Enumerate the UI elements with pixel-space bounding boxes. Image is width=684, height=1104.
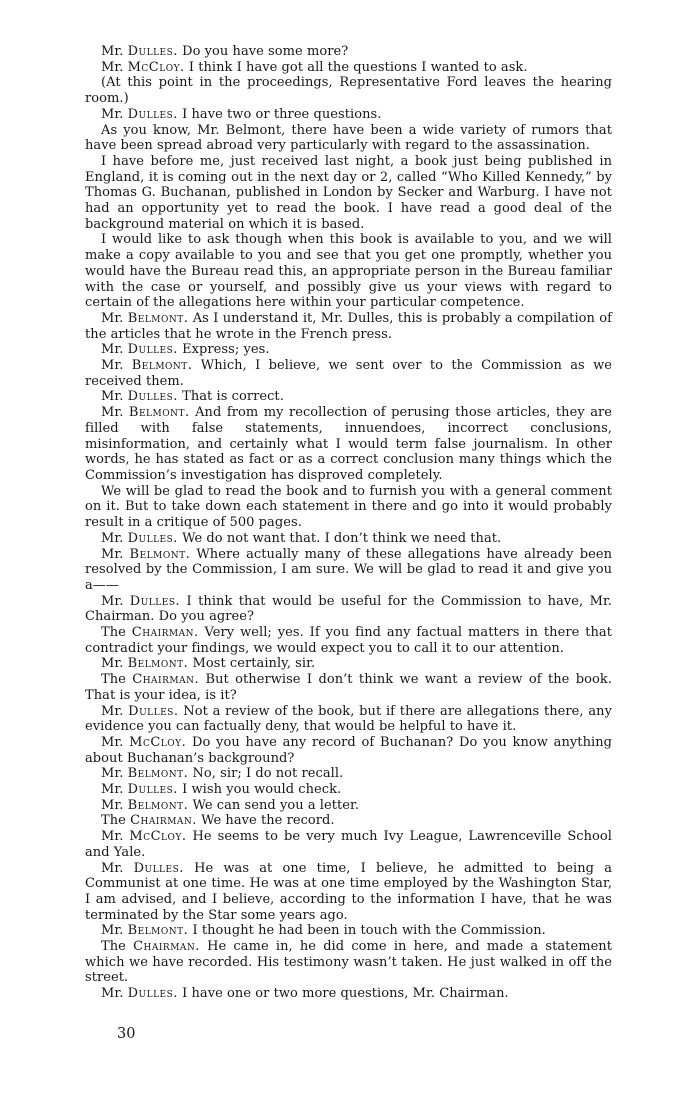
speaker-prefix: Mr. (101, 59, 124, 75)
speaker-prefix: The (101, 625, 126, 641)
transcript-paragraph (85, 672, 612, 703)
transcript-text-block (85, 44, 612, 1002)
transcript-paragraph (85, 342, 612, 358)
speaker-prefix: Mr. (101, 342, 124, 358)
speaker-prefix: Mr. (101, 530, 124, 546)
speaker-prefix: Mr. (101, 389, 124, 405)
paragraph-text: No, sir; I do not recall. (192, 766, 344, 782)
speaker-name: Dulles. (127, 389, 178, 405)
paragraph-text: And from my recollection of perusing those articles, they are filled with false statements, innuendoes, incorrect conclusions, misinformation, and certainly what I would term false journalism. In other words, he has stated as fact or as a correct conclusion many things which the Commission’s investigation has disproved completely. (85, 405, 613, 483)
transcript-paragraph (85, 766, 612, 782)
speaker-name: McCloy. (127, 59, 185, 75)
speaker-name: Dulles. (128, 703, 179, 719)
paragraph-text: Most certainly, sir. (192, 656, 316, 672)
speaker-name: Belmont. (131, 358, 193, 374)
speaker-prefix: Mr. (101, 703, 124, 719)
speaker-prefix: Mr. (101, 656, 124, 672)
paragraph-text: I thought he had been in touch with the Commission. (192, 923, 546, 939)
speaker-name: McCloy. (129, 734, 187, 750)
paragraph-text: Which, I believe, we sent over to the Commission as we received them. (85, 358, 613, 389)
speaker-prefix: Mr. (101, 923, 124, 939)
paragraph-text: We can send you a letter. (192, 797, 360, 813)
speaker-prefix: Mr. (101, 829, 124, 845)
transcript-paragraph (85, 829, 612, 860)
transcript-paragraph (85, 861, 612, 924)
speaker-prefix: Mr. (101, 310, 124, 326)
speaker-name: Chairman. (133, 939, 200, 955)
transcript-paragraph (85, 389, 612, 405)
speaker-name: Belmont. (127, 923, 189, 939)
speaker-prefix: The (101, 813, 126, 829)
paragraph-text: (At this point in the proceedings, Representative Ford leaves the hearing room.) (85, 75, 612, 107)
speaker-prefix: Mr. (101, 358, 124, 374)
transcript-paragraph (85, 44, 612, 60)
speaker-prefix: Mr. (101, 782, 124, 798)
transcript-paragraph (85, 75, 612, 106)
speaker-prefix: Mr. (101, 44, 124, 59)
transcript-paragraph (85, 735, 612, 766)
paragraph-text: We do not want that. I don’t think we need that. (182, 530, 502, 546)
speaker-name: Chairman. (130, 813, 197, 829)
paragraph-text: I wish you would check. (182, 782, 342, 798)
transcript-paragraph (85, 594, 612, 625)
paragraph-text: I have two or three questions. (182, 106, 382, 122)
transcript-paragraph (85, 704, 612, 735)
speaker-prefix: Mr. (101, 797, 124, 813)
transcript-paragraph (85, 939, 612, 986)
paragraph-text: We will be glad to read the book and to furnish you with a general comment on it. But to take down each statement in there and go into it would probably result in a critique of 500 pages. (85, 483, 612, 531)
paragraph-text: Do you have any record of Buchanan? Do you know anything about Buchanan’s background? (85, 734, 612, 766)
speaker-prefix: Mr. (101, 405, 124, 421)
speaker-name: Dulles. (129, 593, 181, 609)
speaker-name: Belmont. (128, 405, 190, 421)
paragraph-text: I would like to ask though when this book is available to you, and we will make a copy available to you and see that you get one promptly, whether you would have the Bureau read this, an appropriate person in the Bureau familiar with the case or yourself, and possibly give us your views with regard to certain of the allegations here within your particular competence. (85, 232, 612, 311)
speaker-name: Dulles. (127, 986, 178, 1002)
speaker-name: Dulles. (127, 530, 178, 546)
paragraph-text: Not a review of the book, but if there are allegations there, any evidence you can factually deny, that would be helpful to have it. (85, 703, 612, 735)
speaker-name: Belmont. (127, 797, 189, 813)
paragraph-text: That is correct. (182, 389, 284, 405)
speaker-name: Dulles. (127, 782, 178, 798)
transcript-paragraph (85, 625, 612, 656)
paragraph-text: As I understand it, Mr. Dulles, this is probably a compilation of the articles that he wrote in the French press. (85, 310, 612, 342)
paragraph-text: I think that would be useful for the Commission to have, Mr. Chairman. Do you agree? (85, 593, 612, 625)
speaker-prefix: Mr. (101, 734, 124, 750)
speaker-prefix: Mr. (101, 986, 124, 1002)
transcript-paragraph (85, 405, 612, 484)
paragraph-text: I have one or two more questions, Mr. Chairman. (182, 986, 509, 1002)
speaker-name: Belmont. (127, 656, 189, 672)
transcript-paragraph (85, 986, 612, 1002)
speaker-prefix: The (101, 672, 126, 688)
transcript-paragraph (85, 798, 612, 814)
transcript-paragraph (85, 813, 612, 829)
speaker-name: Chairman. (132, 672, 200, 688)
paragraph-text: I have before me, just received last night, a book just being published in England, it is coming out in the next day or 2, called “Who Killed Kennedy,” by Thomas G. Buchanan, published in London by Secker and Warburg. I have not had an opportunity yet to read the book. I have read a good deal of the background material on which it is based. (85, 153, 612, 232)
transcript-paragraph (85, 232, 612, 311)
transcript-paragraph (85, 123, 612, 154)
paragraph-text: But otherwise I don’t think we want a review of the book. That is your idea, is it? (85, 672, 612, 703)
page-number: 30 (117, 1026, 136, 1042)
paragraph-text: He came in, he did come in here, and made a statement which we have recorded. His testimony wasn’t taken. He just walked in off the street. (85, 939, 613, 986)
speaker-name: Dulles. (133, 860, 184, 876)
speaker-name: Dulles. (127, 44, 178, 59)
transcript-paragraph (85, 107, 612, 123)
speaker-prefix: Mr. (101, 766, 124, 782)
speaker-prefix: Mr. (101, 860, 124, 876)
transcript-paragraph (85, 782, 612, 798)
speaker-name: Chairman. (131, 625, 199, 641)
paragraph-text: We have the record. (201, 813, 335, 829)
paragraph-text: As you know, Mr. Belmont, there have been a wide variety of rumors that have been spread abroad very particularly with regard to the assassination. (85, 122, 612, 154)
speaker-prefix: Mr. (101, 593, 124, 609)
transcript-paragraph (85, 311, 612, 342)
speaker-name: McCloy. (129, 829, 187, 845)
paragraph-text: Do you have some more? (182, 44, 349, 59)
paragraph-text: Express; yes. (182, 342, 270, 358)
transcript-paragraph (85, 484, 612, 531)
paragraph-text: Very well; yes. If you find any factual matters in there that contradict your findings, we would expect you to call it to our attention. (85, 625, 612, 656)
transcript-paragraph (85, 60, 612, 76)
speaker-name: Dulles. (127, 342, 178, 358)
paragraph-text: He seems to be very much Ivy League, Lawrenceville School and Yale. (85, 829, 612, 860)
paragraph-text: Where actually many of these allegations have already been resolved by the Commission, I am sure. We will be glad to read it and give you a—— (85, 546, 612, 593)
transcript-paragraph (85, 154, 612, 233)
speaker-prefix: Mr. (101, 546, 124, 562)
speaker-name: Belmont. (129, 546, 191, 562)
speaker-name: Belmont. (127, 766, 189, 782)
speaker-prefix: Mr. (101, 106, 124, 122)
transcript-paragraph (85, 923, 612, 939)
transcript-paragraph (85, 358, 612, 389)
paragraph-text: I think I have got all the questions I wanted to ask. (188, 59, 528, 75)
speaker-name: Belmont. (127, 310, 189, 326)
speaker-name: Dulles. (127, 106, 178, 122)
speaker-prefix: The (101, 939, 126, 955)
paragraph-text: He was at one time, I believe, he admitted to being a Communist at one time. He was at one time employed by the Washington Star, I am advised, and I believe, according to the information I have, that he was terminated by the Star some years ago. (85, 860, 613, 923)
transcript-paragraph (85, 547, 612, 594)
transcript-paragraph (85, 656, 612, 672)
transcript-paragraph (85, 531, 612, 547)
